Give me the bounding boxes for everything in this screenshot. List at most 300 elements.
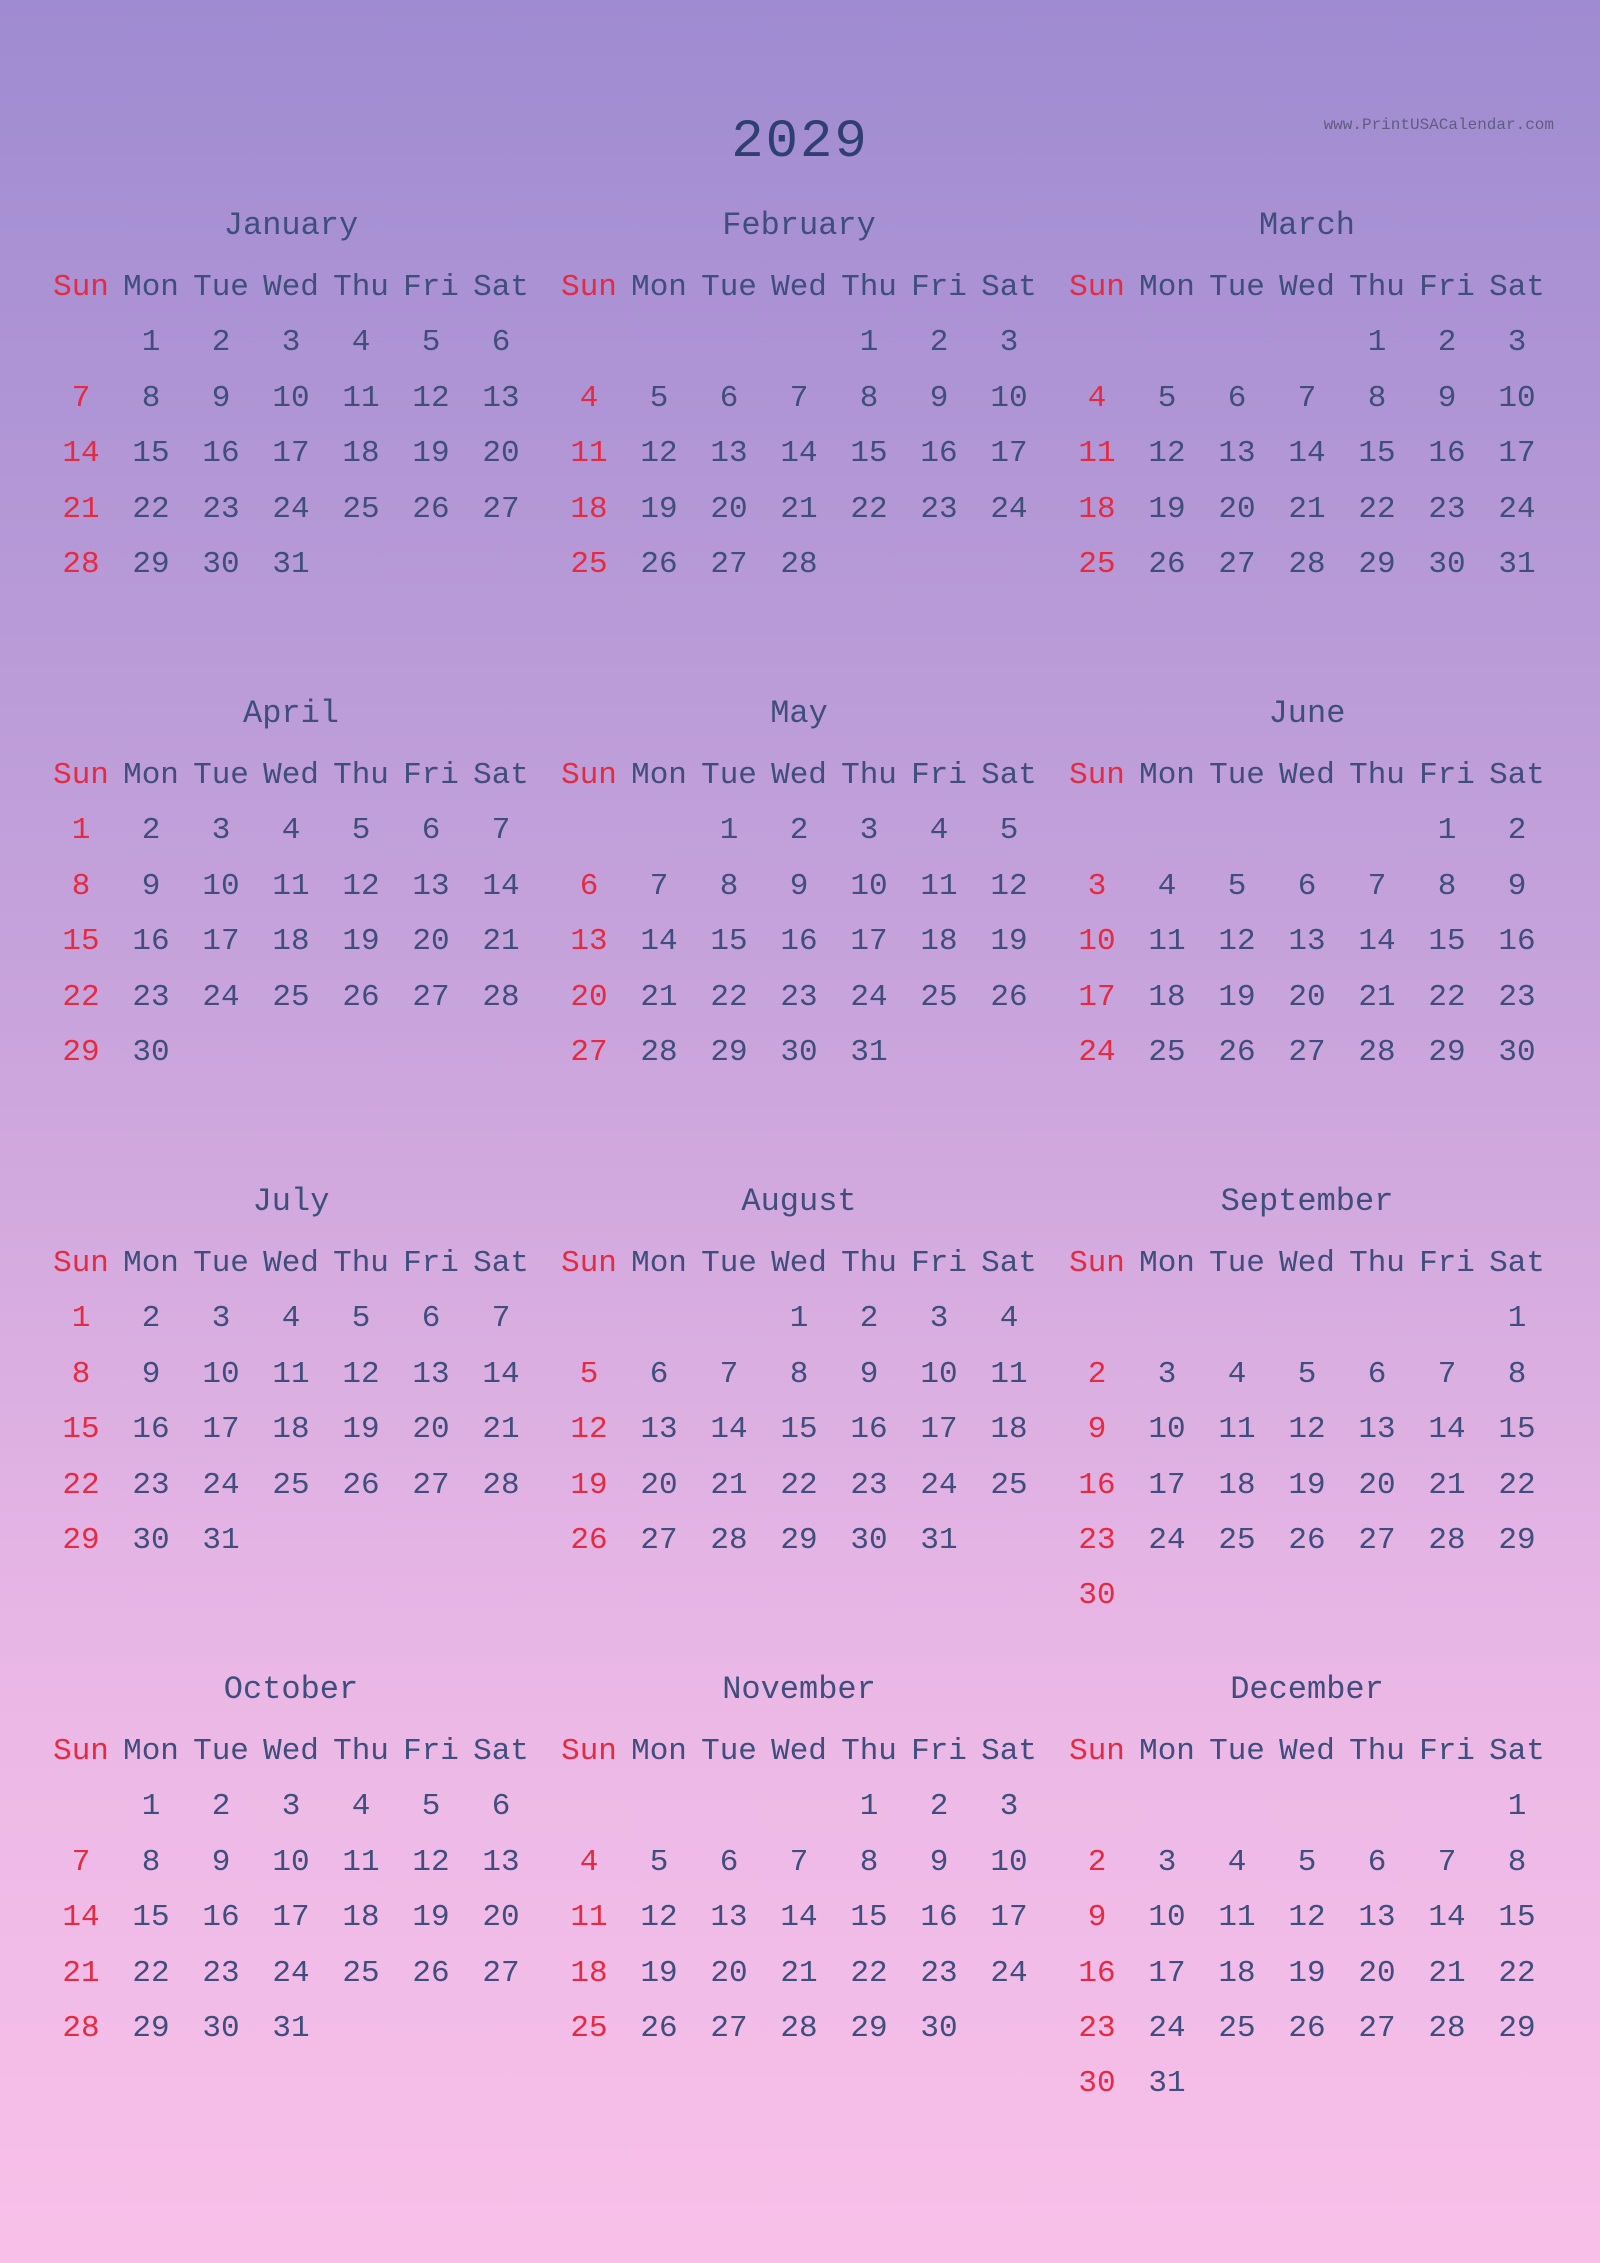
weekday-header: Thu — [1349, 270, 1405, 305]
weekday-header: Tue — [1209, 1246, 1265, 1281]
date-cell: 24 — [1498, 491, 1536, 527]
date-cell: 3 — [211, 813, 231, 849]
sunday-date: 21 — [62, 1955, 100, 1991]
date-cell: 18 — [1148, 979, 1186, 1015]
date-cell: 23 — [920, 491, 958, 527]
date-cell: 17 — [920, 1412, 958, 1448]
date-cell: 12 — [342, 868, 380, 904]
sunday-date: 26 — [570, 1522, 608, 1558]
empty-cell — [1202, 1291, 1272, 1346]
date-cell: 9 — [141, 1356, 161, 1392]
date-cell: 25 — [1148, 1034, 1186, 1070]
date-cell: 22 — [132, 1955, 170, 1991]
weekday-header: Thu — [1349, 758, 1405, 793]
weekday-header: Mon — [123, 270, 179, 305]
empty-cell — [554, 803, 624, 858]
date-cell: 15 — [1428, 924, 1466, 960]
sunday-date: 9 — [1087, 1900, 1107, 1936]
weekday-header: Fri — [911, 1246, 967, 1281]
date-cell: 8 — [1507, 1356, 1527, 1392]
date-cell: 30 — [850, 1522, 888, 1558]
date-cell: 5 — [421, 325, 441, 361]
empty-cell — [554, 1779, 624, 1834]
date-cell: 23 — [780, 979, 818, 1015]
month-name: July — [252, 1183, 330, 1220]
date-cell: 26 — [1288, 1522, 1326, 1558]
date-cell: 18 — [1218, 1955, 1256, 1991]
month-june — [1062, 688, 1552, 1176]
date-cell: 31 — [272, 2010, 310, 2046]
month-name: February — [722, 207, 876, 244]
weekday-header: Tue — [701, 1246, 757, 1281]
date-cell: 3 — [211, 1301, 231, 1337]
date-cell: 28 — [1428, 2010, 1466, 2046]
date-cell: 17 — [272, 436, 310, 472]
date-cell: 11 — [272, 1356, 310, 1392]
date-cell: 16 — [920, 436, 958, 472]
sunday-date: 11 — [570, 436, 608, 472]
date-cell: 22 — [1498, 1955, 1536, 1991]
date-cell: 10 — [990, 1844, 1028, 1880]
date-cell: 27 — [482, 1955, 520, 1991]
date-cell: 1 — [789, 1301, 809, 1337]
weekday-header: Mon — [631, 1246, 687, 1281]
date-cell: 13 — [1288, 924, 1326, 960]
month-april — [46, 688, 536, 1176]
date-cell: 22 — [1498, 1467, 1536, 1503]
weekday-header: Fri — [911, 758, 967, 793]
date-cell: 11 — [1148, 924, 1186, 960]
weekday-header: Wed — [771, 270, 827, 305]
date-cell: 6 — [1227, 380, 1247, 416]
date-cell: 15 — [850, 436, 888, 472]
date-cell: 14 — [780, 1900, 818, 1936]
sunday-date: 27 — [570, 1034, 608, 1070]
date-cell: 17 — [990, 1900, 1028, 1936]
weekday-header: Sat — [981, 1246, 1037, 1281]
sunday-date: 16 — [1078, 1955, 1116, 1991]
sunday-date: 6 — [579, 868, 599, 904]
weekday-header: Sat — [473, 1734, 529, 1769]
date-cell: 15 — [1498, 1900, 1536, 1936]
month-november — [554, 1664, 1044, 2152]
weekday-header: Tue — [1209, 270, 1265, 305]
sunday-date: 25 — [570, 2010, 608, 2046]
day-grid — [1062, 1724, 1552, 2112]
empty-cell — [46, 315, 116, 370]
date-cell: 10 — [202, 1356, 240, 1392]
date-cell: 16 — [920, 1900, 958, 1936]
date-cell: 15 — [710, 924, 748, 960]
date-cell: 7 — [1437, 1844, 1457, 1880]
empty-cell — [1342, 1779, 1412, 1834]
date-cell: 20 — [710, 491, 748, 527]
date-cell: 18 — [272, 924, 310, 960]
date-cell: 12 — [1218, 924, 1256, 960]
month-name: June — [1268, 695, 1346, 732]
weekday-header: Fri — [1419, 1734, 1475, 1769]
date-cell: 12 — [640, 1900, 678, 1936]
date-cell: 12 — [412, 1844, 450, 1880]
year-title: 2029 — [731, 112, 869, 173]
date-cell: 26 — [342, 979, 380, 1015]
date-cell: 10 — [272, 1844, 310, 1880]
weekday-header: Mon — [1139, 1734, 1195, 1769]
date-cell: 4 — [1227, 1844, 1247, 1880]
date-cell: 10 — [990, 380, 1028, 416]
date-cell: 13 — [710, 436, 748, 472]
date-cell: 14 — [1428, 1900, 1466, 1936]
sunday-date: 10 — [1078, 924, 1116, 960]
month-name: August — [741, 1183, 857, 1220]
date-cell: 9 — [211, 1844, 231, 1880]
empty-cell — [624, 803, 694, 858]
date-cell: 24 — [850, 979, 888, 1015]
date-cell: 28 — [710, 1522, 748, 1558]
day-grid — [46, 260, 536, 592]
date-cell: 3 — [281, 325, 301, 361]
weekday-header: Thu — [841, 1734, 897, 1769]
date-cell: 1 — [141, 1789, 161, 1825]
weekday-header: Fri — [1419, 758, 1475, 793]
date-cell: 1 — [1507, 1789, 1527, 1825]
day-grid — [1062, 1236, 1552, 1624]
sunday-date: 7 — [71, 1844, 91, 1880]
weekday-header: Sat — [981, 270, 1037, 305]
date-cell: 2 — [211, 1789, 231, 1825]
date-cell: 31 — [272, 546, 310, 582]
date-cell: 5 — [1297, 1844, 1317, 1880]
date-cell: 25 — [920, 979, 958, 1015]
sunday-date: 2 — [1087, 1844, 1107, 1880]
date-cell: 17 — [272, 1900, 310, 1936]
date-cell: 31 — [920, 1522, 958, 1558]
weekday-header: Fri — [911, 1734, 967, 1769]
date-cell: 29 — [780, 1522, 818, 1558]
date-cell: 17 — [1148, 1467, 1186, 1503]
date-cell: 16 — [1428, 436, 1466, 472]
weekday-header: Sun — [53, 1734, 109, 1769]
date-cell: 5 — [351, 1301, 371, 1337]
date-cell: 17 — [202, 1412, 240, 1448]
date-cell: 4 — [999, 1301, 1019, 1337]
weekday-header: Sat — [1489, 270, 1545, 305]
date-cell: 25 — [272, 1467, 310, 1503]
sunday-date: 21 — [62, 491, 100, 527]
sunday-date: 30 — [1078, 2066, 1116, 2102]
month-may — [554, 688, 1044, 1176]
date-cell: 8 — [859, 380, 879, 416]
date-cell: 6 — [491, 325, 511, 361]
empty-cell — [694, 1779, 764, 1834]
weekday-header: Wed — [1279, 758, 1335, 793]
date-cell: 5 — [421, 1789, 441, 1825]
weekday-header: Wed — [771, 1246, 827, 1281]
date-cell: 2 — [789, 813, 809, 849]
sunday-date: 1 — [71, 813, 91, 849]
date-cell: 23 — [1498, 979, 1536, 1015]
day-grid — [1062, 748, 1552, 1080]
date-cell: 23 — [920, 1955, 958, 1991]
empty-cell — [1062, 1291, 1132, 1346]
date-cell: 14 — [482, 1356, 520, 1392]
date-cell: 5 — [999, 813, 1019, 849]
date-cell: 22 — [710, 979, 748, 1015]
date-cell: 10 — [1498, 380, 1536, 416]
sunday-date: 22 — [62, 979, 100, 1015]
date-cell: 15 — [132, 436, 170, 472]
date-cell: 2 — [859, 1301, 879, 1337]
month-january — [46, 200, 536, 688]
date-cell: 21 — [482, 924, 520, 960]
date-cell: 19 — [342, 1412, 380, 1448]
empty-cell — [554, 1291, 624, 1346]
date-cell: 29 — [850, 2010, 888, 2046]
empty-cell — [624, 1779, 694, 1834]
date-cell: 7 — [789, 1844, 809, 1880]
date-cell: 15 — [1358, 436, 1396, 472]
date-cell: 29 — [132, 546, 170, 582]
sunday-date: 25 — [1078, 546, 1116, 582]
date-cell: 16 — [202, 436, 240, 472]
date-cell: 18 — [272, 1412, 310, 1448]
date-cell: 26 — [640, 546, 678, 582]
weekday-header: Mon — [1139, 270, 1195, 305]
weekday-header: Sun — [53, 1246, 109, 1281]
weekday-header: Fri — [403, 270, 459, 305]
date-cell: 24 — [202, 1467, 240, 1503]
date-cell: 13 — [1358, 1412, 1396, 1448]
sunday-date: 22 — [62, 1467, 100, 1503]
month-name: November — [722, 1671, 876, 1708]
empty-cell — [1062, 1779, 1132, 1834]
sunday-date: 28 — [62, 546, 100, 582]
weekday-header: Fri — [403, 1246, 459, 1281]
sunday-date: 2 — [1087, 1356, 1107, 1392]
month-name: April — [242, 695, 339, 732]
empty-cell — [1412, 1779, 1482, 1834]
day-grid — [1062, 260, 1552, 592]
day-grid — [554, 1724, 1044, 2056]
empty-cell — [764, 1779, 834, 1834]
weekday-header: Fri — [1419, 270, 1475, 305]
date-cell: 25 — [990, 1467, 1028, 1503]
month-february — [554, 200, 1044, 688]
weekday-header: Mon — [631, 270, 687, 305]
sunday-date: 9 — [1087, 1412, 1107, 1448]
date-cell: 30 — [132, 1522, 170, 1558]
weekday-header: Sun — [1069, 1734, 1125, 1769]
month-name: September — [1220, 1183, 1394, 1220]
date-cell: 29 — [1498, 1522, 1536, 1558]
date-cell: 31 — [850, 1034, 888, 1070]
weekday-header: Thu — [1349, 1734, 1405, 1769]
weekday-header: Sat — [473, 1246, 529, 1281]
weekday-header: Sun — [1069, 270, 1125, 305]
date-cell: 27 — [1288, 1034, 1326, 1070]
date-cell: 7 — [719, 1356, 739, 1392]
date-cell: 9 — [141, 868, 161, 904]
date-cell: 23 — [202, 1955, 240, 1991]
date-cell: 3 — [999, 1789, 1019, 1825]
date-cell: 30 — [202, 2010, 240, 2046]
date-cell: 21 — [1288, 491, 1326, 527]
date-cell: 13 — [482, 380, 520, 416]
date-cell: 8 — [859, 1844, 879, 1880]
date-cell: 23 — [132, 1467, 170, 1503]
weekday-header: Tue — [193, 758, 249, 793]
weekday-header: Mon — [123, 1246, 179, 1281]
weekday-header: Mon — [1139, 1246, 1195, 1281]
date-cell: 21 — [482, 1412, 520, 1448]
date-cell: 6 — [1297, 868, 1317, 904]
weekday-header: Wed — [263, 270, 319, 305]
sunday-date: 20 — [570, 979, 608, 1015]
empty-cell — [1132, 1291, 1202, 1346]
date-cell: 15 — [780, 1412, 818, 1448]
date-cell: 18 — [342, 1900, 380, 1936]
weekday-header: Mon — [631, 758, 687, 793]
weekday-header: Sat — [981, 758, 1037, 793]
month-name: May — [770, 695, 828, 732]
date-cell: 9 — [1437, 380, 1457, 416]
date-cell: 24 — [920, 1467, 958, 1503]
empty-cell — [1062, 315, 1132, 370]
date-cell: 15 — [1498, 1412, 1536, 1448]
date-cell: 30 — [1428, 546, 1466, 582]
weekday-header: Fri — [403, 758, 459, 793]
date-cell: 8 — [719, 868, 739, 904]
weekday-header: Tue — [193, 1734, 249, 1769]
date-cell: 3 — [859, 813, 879, 849]
date-cell: 22 — [850, 1955, 888, 1991]
date-cell: 9 — [211, 380, 231, 416]
date-cell: 27 — [1218, 546, 1256, 582]
date-cell: 12 — [640, 436, 678, 472]
sunday-date: 15 — [62, 924, 100, 960]
date-cell: 2 — [211, 325, 231, 361]
date-cell: 8 — [1367, 380, 1387, 416]
weekday-header: Thu — [841, 270, 897, 305]
date-cell: 10 — [202, 868, 240, 904]
date-cell: 27 — [1358, 1522, 1396, 1558]
date-cell: 29 — [710, 1034, 748, 1070]
date-cell: 5 — [351, 813, 371, 849]
sunday-date: 18 — [570, 491, 608, 527]
date-cell: 23 — [202, 491, 240, 527]
date-cell: 20 — [412, 1412, 450, 1448]
weekday-header: Fri — [1419, 1246, 1475, 1281]
month-name: January — [223, 207, 359, 244]
date-cell: 7 — [649, 868, 669, 904]
sunday-date: 8 — [71, 868, 91, 904]
date-cell: 25 — [1218, 2010, 1256, 2046]
weekday-header: Sun — [53, 758, 109, 793]
date-cell: 26 — [412, 1955, 450, 1991]
date-cell: 2 — [141, 813, 161, 849]
empty-cell — [1062, 803, 1132, 858]
date-cell: 12 — [1288, 1412, 1326, 1448]
date-cell: 23 — [132, 979, 170, 1015]
sunday-date: 14 — [62, 1900, 100, 1936]
weekday-header: Wed — [263, 1246, 319, 1281]
date-cell: 28 — [1428, 1522, 1466, 1558]
date-cell: 11 — [342, 1844, 380, 1880]
date-cell: 6 — [649, 1356, 669, 1392]
weekday-header: Mon — [1139, 758, 1195, 793]
weekday-header: Wed — [263, 1734, 319, 1769]
date-cell: 14 — [710, 1412, 748, 1448]
weekday-header: Tue — [1209, 1734, 1265, 1769]
date-cell: 19 — [640, 1955, 678, 1991]
sunday-date: 29 — [62, 1034, 100, 1070]
weekday-header: Thu — [333, 1734, 389, 1769]
date-cell: 24 — [272, 491, 310, 527]
date-cell: 31 — [1148, 2066, 1186, 2102]
date-cell: 29 — [1358, 546, 1396, 582]
empty-cell — [1412, 1291, 1482, 1346]
empty-cell — [764, 315, 834, 370]
day-grid — [554, 1236, 1044, 1568]
date-cell: 4 — [351, 1789, 371, 1825]
date-cell: 24 — [272, 1955, 310, 1991]
date-cell: 24 — [1148, 1522, 1186, 1558]
date-cell: 20 — [482, 1900, 520, 1936]
sunday-date: 7 — [71, 380, 91, 416]
date-cell: 28 — [1288, 546, 1326, 582]
weekday-header: Fri — [911, 270, 967, 305]
date-cell: 2 — [929, 325, 949, 361]
date-cell: 23 — [1428, 491, 1466, 527]
date-cell: 21 — [1358, 979, 1396, 1015]
weekday-header: Sat — [473, 270, 529, 305]
date-cell: 1 — [859, 325, 879, 361]
date-cell: 23 — [850, 1467, 888, 1503]
weekday-header: Tue — [701, 758, 757, 793]
date-cell: 1 — [1367, 325, 1387, 361]
date-cell: 18 — [920, 924, 958, 960]
day-grid — [46, 1724, 536, 2056]
weekday-header: Thu — [333, 1246, 389, 1281]
date-cell: 27 — [412, 1467, 450, 1503]
date-cell: 24 — [1148, 2010, 1186, 2046]
date-cell: 1 — [1437, 813, 1457, 849]
date-cell: 11 — [342, 380, 380, 416]
date-cell: 13 — [412, 1356, 450, 1392]
weekday-header: Fri — [403, 1734, 459, 1769]
sunday-date: 4 — [579, 380, 599, 416]
weekday-header: Thu — [333, 758, 389, 793]
date-cell: 21 — [710, 1467, 748, 1503]
sunday-date: 28 — [62, 2010, 100, 2046]
date-cell: 5 — [1157, 380, 1177, 416]
date-cell: 9 — [789, 868, 809, 904]
date-cell: 4 — [1157, 868, 1177, 904]
date-cell: 16 — [132, 1412, 170, 1448]
date-cell: 20 — [482, 436, 520, 472]
date-cell: 12 — [412, 380, 450, 416]
date-cell: 21 — [1428, 1467, 1466, 1503]
sunday-date: 1 — [71, 1301, 91, 1337]
date-cell: 12 — [1148, 436, 1186, 472]
sunday-date: 24 — [1078, 1034, 1116, 1070]
sunday-date: 11 — [570, 1900, 608, 1936]
date-cell: 16 — [132, 924, 170, 960]
weekday-header: Wed — [771, 1734, 827, 1769]
date-cell: 20 — [412, 924, 450, 960]
date-cell: 13 — [482, 1844, 520, 1880]
date-cell: 25 — [1218, 1522, 1256, 1558]
